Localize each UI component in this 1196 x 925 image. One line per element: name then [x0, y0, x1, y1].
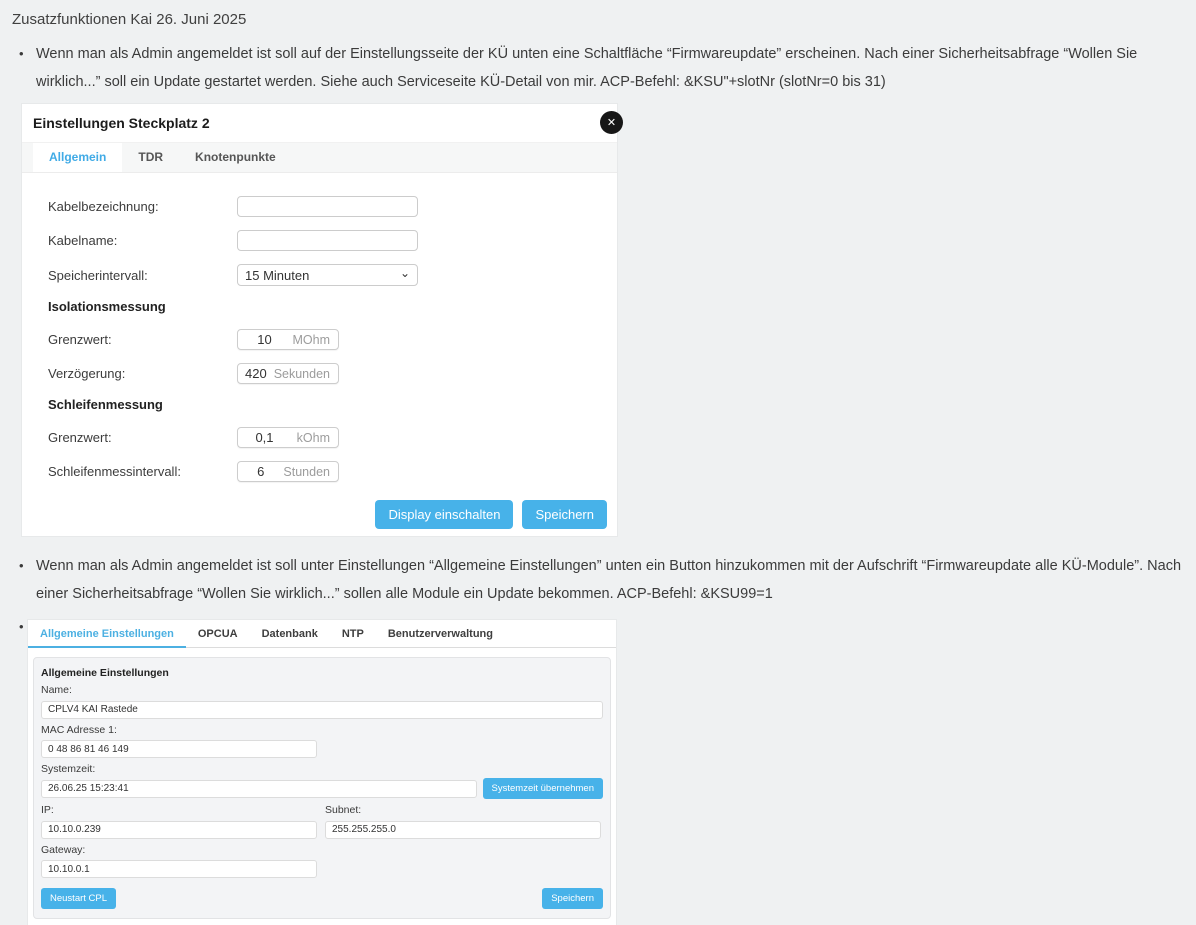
iso-grenzwert-label: Grenzwert:	[48, 332, 112, 347]
kabelbezeichnung-input[interactable]	[237, 196, 418, 217]
bullet-marker: •	[19, 619, 24, 634]
display-einschalten-button[interactable]: Display einschalten	[375, 500, 513, 529]
verzoegerung-field[interactable]	[237, 363, 339, 384]
bullet-item-3	[0, 620, 1196, 925]
verzoegerung-label: Verzögerung:	[48, 366, 126, 381]
settings-tab-bar	[28, 620, 616, 648]
chevron-down-icon: ⌄	[399, 266, 410, 280]
ip-label: IP:	[41, 804, 54, 816]
gateway-label: Gateway:	[41, 843, 86, 856]
bullet-item-1	[0, 40, 1196, 96]
tab-opcua[interactable]: OPCUA	[197, 628, 238, 640]
iso-grenzwert-field[interactable]	[237, 329, 339, 350]
speicherintervall-label: Speicherintervall:	[48, 267, 148, 283]
ip-subnet-row	[41, 799, 603, 839]
subnet-label: Subnet:	[325, 804, 362, 816]
verzoegerung-unit: Sekunden	[273, 366, 330, 381]
tab-tdr[interactable]: TDR	[138, 150, 164, 164]
close-icon[interactable]: ✕	[600, 111, 623, 134]
iso-grenzwert-input[interactable]	[238, 332, 291, 347]
dialog-title: Einstellungen Steckplatz 2	[33, 115, 210, 131]
gateway-input[interactable]	[41, 860, 317, 878]
speichern-button[interactable]: Speichern	[522, 500, 607, 529]
schleife-grenzwert-unit: kOhm	[296, 430, 330, 445]
tab-datenbank[interactable]: Datenbank	[261, 628, 318, 640]
schleifenmessung-heading: Schleifenmessung	[48, 397, 163, 412]
schleife-grenzwert-label: Grenzwert:	[48, 430, 112, 445]
ip-input[interactable]	[41, 821, 317, 839]
systemzeit-uebernehmen-button[interactable]: Systemzeit übernehmen	[483, 778, 603, 799]
mac-label: MAC Adresse 1:	[41, 723, 117, 736]
schleife-grenzwert-input[interactable]	[238, 430, 291, 445]
kabelname-input[interactable]	[237, 230, 418, 251]
kabelbezeichnung-label: Kabelbezeichnung:	[48, 199, 159, 214]
systemzeit-row	[41, 778, 603, 799]
systemzeit-label: Systemzeit:	[41, 763, 96, 775]
tab-ntp[interactable]: NTP	[341, 628, 364, 640]
allgemeine-einstellungen-card	[33, 657, 611, 919]
tab-allgemein[interactable]: Allgemein	[33, 143, 122, 172]
bullet-item-2	[0, 552, 1196, 608]
subnet-input[interactable]	[325, 821, 601, 839]
verzoegerung-input[interactable]	[238, 366, 274, 381]
card-button-row	[41, 888, 603, 909]
bullet-2-text: Wenn man als Admin angemeldet ist soll unter Einstellungen “Allgemeine Einstellungen” unten ein Button hinzukommen mit der Aufschrift “Firmwareupdate alle KÜ-Module”. Nach einer Sicherheitsabfrage “Wollen Sie wirklich...” sollen alle Module ein Update bekommen. ACP-Befehl: &KSU99=1	[36, 558, 1182, 602]
schleifenmessintervall-field[interactable]	[237, 461, 339, 482]
dialog-form	[22, 173, 617, 482]
isolationsmessung-heading: Isolationsmessung	[48, 299, 166, 314]
allgemeine-einstellungen-page	[28, 620, 616, 925]
page-title: Zusatzfunktionen Kai 26. Juni 2025	[12, 11, 247, 28]
tab-knotenpunkte[interactable]: Knotenpunkte	[195, 150, 276, 164]
dialog-tab-bar	[22, 142, 617, 173]
schleife-grenzwert-field[interactable]	[237, 427, 339, 448]
name-input[interactable]	[41, 701, 603, 719]
tab-allgemeine-einstellungen[interactable]: Allgemeine Einstellungen	[28, 620, 186, 648]
dialog-button-row	[22, 495, 617, 536]
dialog-header	[22, 104, 617, 142]
schleifenmessintervall-unit: Stunden	[283, 464, 330, 479]
speicherintervall-select[interactable]	[237, 264, 418, 286]
card-heading: Allgemeine Einstellungen	[41, 667, 169, 679]
schleifenmessintervall-input[interactable]	[238, 464, 283, 479]
tab-benutzerverwaltung[interactable]: Benutzerverwaltung	[387, 628, 493, 640]
bullet-marker: •	[19, 558, 24, 573]
dialog-einstellungen-steckplatz	[22, 104, 617, 536]
name-label: Name:	[41, 684, 72, 696]
neustart-cpl-button[interactable]: Neustart CPL	[41, 888, 116, 909]
iso-grenzwert-unit: MOhm	[292, 332, 330, 347]
speichern-button-2[interactable]: Speichern	[542, 888, 603, 909]
bullet-marker: •	[19, 46, 24, 61]
systemzeit-input[interactable]	[41, 780, 477, 798]
kabelname-label: Kabelname:	[48, 233, 118, 248]
mac-input[interactable]	[41, 740, 317, 758]
schleifenmessintervall-label: Schleifenmessintervall:	[48, 464, 181, 479]
bullet-1-text: Wenn man als Admin angemeldet ist soll auf der Einstellungsseite der KÜ unten eine Schaltfläche “Firmwareupdate” erscheinen. Nach einer Sicherheitsabfrage “Wollen Sie wirklich...” soll ein Update gestartet werden. Siehe auch Serviceseite KÜ-Detail von mir. ACP-Befehl: &KSU"+slotNr (slotNr=0 bis 31)	[36, 46, 1138, 90]
speicherintervall-selected-value: 15 Minuten	[245, 267, 310, 283]
